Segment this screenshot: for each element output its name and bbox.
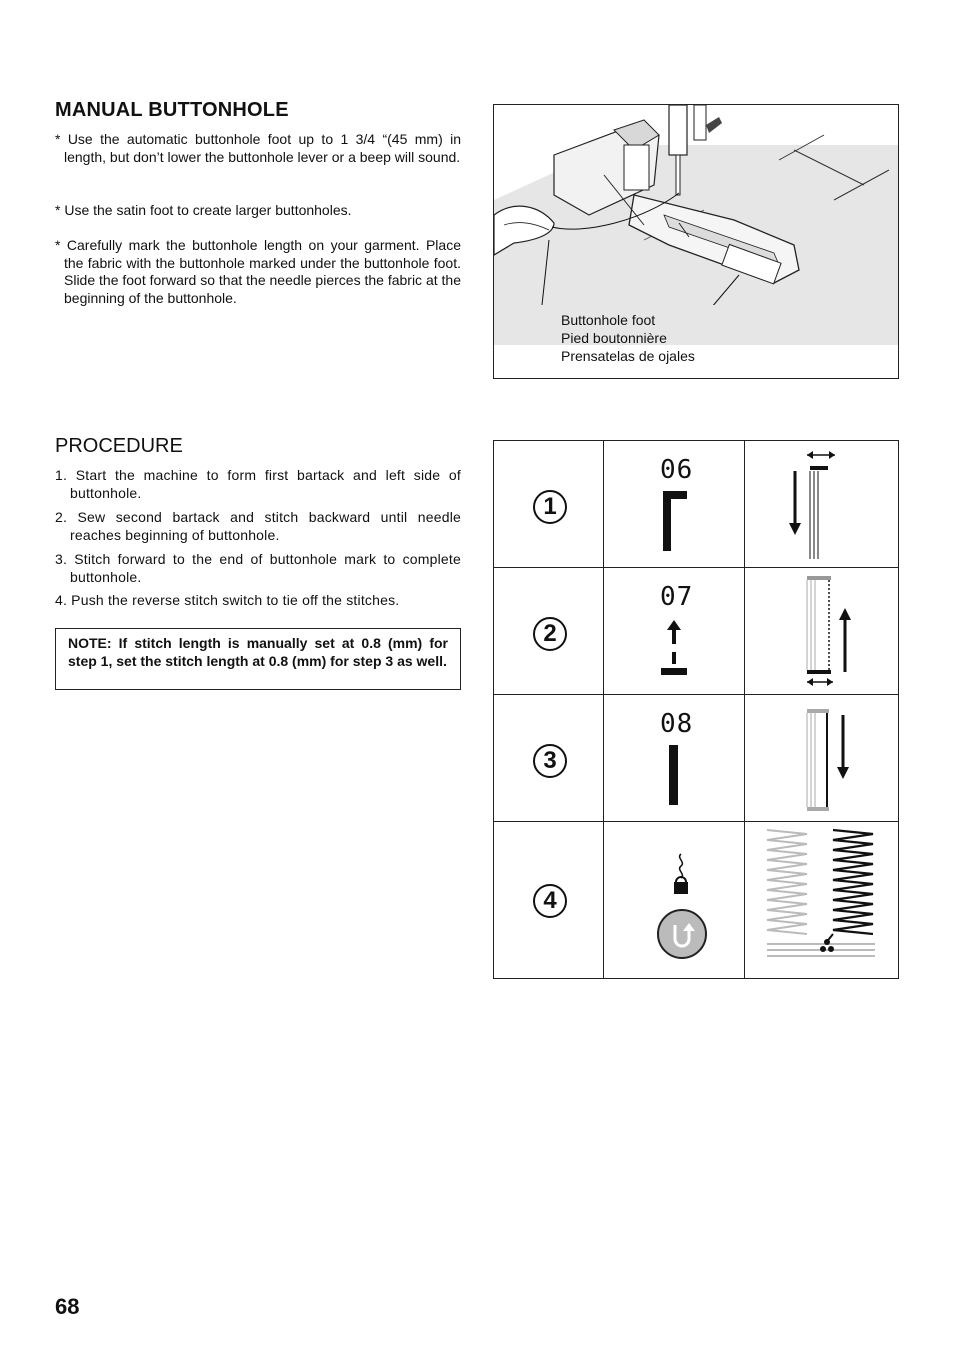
section-title: MANUAL BUTTONHOLE (55, 99, 289, 121)
pattern-display (604, 441, 744, 567)
step-number: 1 (533, 490, 567, 524)
lock-stitch-icon (666, 852, 696, 897)
note-paragraph: * Use the automatic buttonhole foot up to 1 3/4 “(45 mm) in length, but don’t lower the buttonhole lever or a beep will sound. (55, 131, 461, 165)
step-number: 4 (533, 884, 567, 918)
procedure-step: 2. Sew second bartack and stitch backward until needle reaches beginning of buttonhole. (55, 509, 461, 543)
stitch-diagram (745, 695, 899, 821)
step-number: 3 (533, 744, 567, 778)
stitch-step1-icon (745, 441, 899, 567)
pattern-number: 06 (660, 455, 694, 485)
steps-table (493, 440, 899, 979)
note-paragraph: * Carefully mark the buttonhole length on your garment. Place the fabric with the buttonhole marked under the buttonhole foot. Slide the foot forward so that the needle pierces the fabric at the beginning of the buttonhole. (55, 237, 461, 306)
page-number: 68 (55, 1294, 80, 1319)
stitch-step3-icon (745, 695, 899, 821)
procedure-step: 4. Push the reverse stitch switch to tie off the stitches. (55, 592, 400, 608)
procedure-step: 1. Start the machine to form first bartack and left side of buttonhole. (55, 467, 461, 501)
caption-en: Buttonhole foot (561, 312, 656, 328)
reverse-stitch-button[interactable] (657, 909, 707, 959)
buttonhole-foot-illustration (494, 105, 899, 379)
caption-es: Prensatelas de ojales (561, 348, 695, 364)
reverse-bartack-icon (659, 616, 699, 681)
bartack-left-icon (659, 489, 699, 554)
stitch-diagram (745, 568, 899, 694)
stitch-diagram (745, 441, 899, 567)
pattern-display (604, 695, 744, 821)
note-paragraph: * Use the satin foot to create larger buttonholes. (55, 202, 352, 218)
note-box: NOTE: If stitch length is manually set at 0.8 (mm) for step 1, set the stitch length at 0.8 (mm) for step 3 as well. (55, 628, 461, 690)
stitch-diagram (745, 822, 899, 979)
pattern-number: 07 (660, 582, 694, 612)
buttonhole-foot-figure (493, 104, 899, 379)
stitch-step2-icon (745, 568, 899, 694)
straight-stitch-icon (659, 743, 699, 808)
procedure-step: 3. Stitch forward to the end of buttonhole mark to complete buttonhole. (55, 551, 461, 585)
pattern-display (604, 568, 744, 694)
caption-fr: Pied boutonnière (561, 330, 667, 346)
stitch-step4-icon (745, 822, 899, 979)
procedure-heading: PROCEDURE (55, 435, 183, 457)
pattern-number: 08 (660, 709, 694, 739)
step-number: 2 (533, 617, 567, 651)
reverse-arrow-icon (659, 911, 705, 957)
reverse-switch-display (604, 822, 744, 979)
